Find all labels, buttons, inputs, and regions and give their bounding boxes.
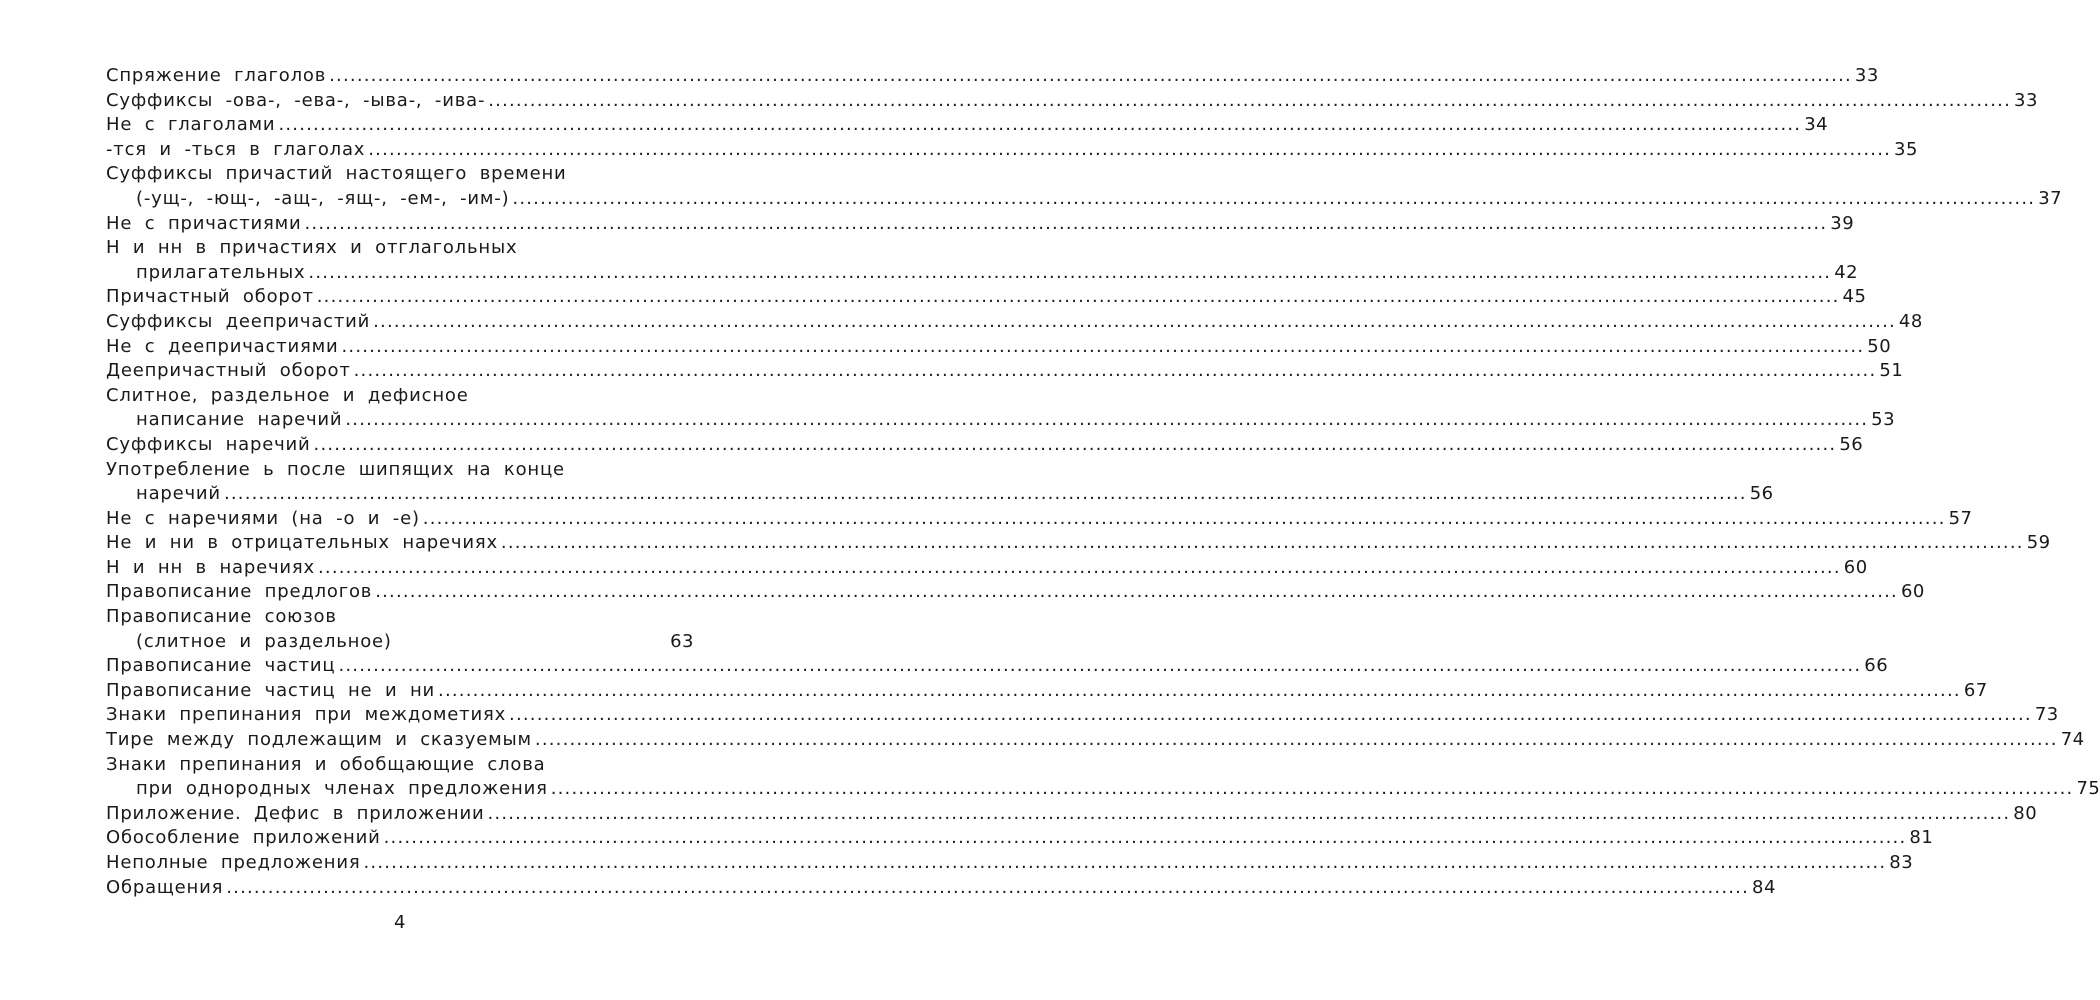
toc-entry-title: Не с наречиями (на -о и -е)	[106, 507, 420, 529]
toc-entry-title: написание наречий	[136, 409, 343, 431]
toc-entry-title: Правописание союзов	[106, 606, 337, 628]
toc-dot-leader: ............................................................................................................................................................................................................................	[226, 876, 1750, 898]
toc-entry-title: Приложение. Дефис в приложении	[106, 802, 485, 824]
toc-dot-leader: ............................................................................................................................................................................................................................	[223, 483, 1747, 505]
toc-dot-leader: ............................................................................................................................................................................................................................	[512, 187, 2036, 209]
toc-entry-title: прилагательных	[136, 261, 306, 283]
toc-entry-page: 42	[1834, 261, 1859, 283]
toc-entry-title: Суффиксы причастий настоящего времени	[106, 163, 567, 185]
toc-entry	[106, 556, 1868, 581]
toc-entry-page: 75	[2076, 778, 2100, 800]
toc-entry	[106, 212, 1855, 237]
toc-entry-page: 81	[1909, 827, 1934, 849]
toc-dot-leader: ............................................................................................................................................................................................................................	[438, 679, 1961, 701]
toc-dot-leader: ............................................................................................................................................................................................................................	[422, 507, 1946, 529]
toc-entry	[106, 458, 694, 483]
toc-dot-leader: ............................................................................................................................................................................................................................	[488, 89, 2012, 111]
toc-entry	[106, 605, 694, 630]
toc-entry-page: 59	[2026, 532, 2051, 554]
toc-entry-title: Правописание частиц не и ни	[106, 679, 436, 701]
toc-entry-title: Тире между подлежащим и сказуемым	[106, 729, 532, 751]
table-of-contents	[106, 64, 2100, 900]
toc-entry-page: 63	[670, 630, 694, 652]
toc-entry-title: Обращения	[106, 876, 224, 898]
toc-entry	[106, 851, 1914, 876]
toc-entry-page: 56	[1749, 483, 1774, 505]
toc-entry-page: 56	[1839, 433, 1864, 455]
toc-entry-title: Не и ни в отрицательных наречиях	[106, 532, 498, 554]
toc-entry	[106, 89, 2038, 114]
toc-entry-page: 74	[2060, 729, 2085, 751]
toc-entry-title: Знаки препинания при междометиях	[106, 704, 507, 726]
toc-entry-title: (слитное и раздельное)	[136, 630, 392, 652]
toc-entry-title: Причастный оборот	[106, 286, 314, 308]
toc-entry-page: 67	[1963, 679, 1988, 701]
toc-entry	[106, 138, 1918, 163]
toc-dot-leader: ............................................................................................................................................................................................................................	[317, 556, 1841, 578]
toc-entry-page: 73	[2034, 704, 2059, 726]
toc-entry-title: Слитное, раздельное и дефисное	[106, 384, 469, 406]
toc-entry-title: Суффиксы деепричастий	[106, 310, 371, 332]
toc-entry	[106, 876, 1776, 901]
toc-dot-leader: ............................................................................................................................................................................................................................	[308, 261, 1832, 283]
toc-entry-page: 51	[1879, 360, 1904, 382]
toc-entry-title: Суффиксы -ова-, -ева-, -ыва-, -ива-	[106, 89, 486, 111]
toc-entry-page: 53	[1871, 409, 1896, 431]
toc-entry-title: Деепричастный оборот	[106, 360, 351, 382]
toc-entry-page: 37	[2038, 187, 2063, 209]
toc-dot-leader: ............................................................................................................................................................................................................................	[550, 778, 2074, 800]
toc-entry-title: Не с причастиями	[106, 212, 302, 234]
toc-entry-page: 35	[1894, 138, 1918, 160]
toc-dot-leader: ............................................................................................................................................................................................................................	[509, 704, 2032, 726]
toc-entry-title: Н и нн в наречиях	[106, 556, 315, 578]
toc-entry	[106, 777, 2100, 802]
toc-entry	[106, 64, 1879, 89]
toc-entry-title: Н и нн в причастиях и отглагольных	[106, 237, 518, 259]
toc-entry-title: Правописание частиц	[106, 655, 336, 677]
toc-entry-title: Спряжение глаголов	[106, 65, 327, 86]
toc-entry-page: 60	[1843, 556, 1868, 578]
toc-entry-page: 80	[2013, 802, 2038, 824]
toc-entry	[106, 826, 1934, 851]
toc-entry-page: 50	[1867, 335, 1892, 357]
toc-entry-page: 60	[1900, 581, 1925, 603]
toc-entry	[106, 654, 1889, 679]
toc-dot-leader: ............................................................................................................................................................................................................................	[375, 581, 1898, 603]
toc-entry	[106, 113, 1829, 138]
toc-dot-leader: ............................................................................................................................................................................................................................	[341, 335, 1865, 357]
toc-entry-page: 48	[1898, 310, 1923, 332]
toc-entry	[106, 507, 1973, 532]
toc-entry-title: (-ущ-, -ющ-, -ащ-, -ящ-, -ем-, -им-)	[136, 187, 510, 209]
toc-entry-page: 45	[1842, 286, 1867, 308]
toc-entry	[106, 236, 694, 261]
toc-entry-title: Обособление приложений	[106, 827, 381, 849]
toc-entry	[106, 433, 1864, 458]
page-number: 4	[394, 912, 406, 933]
toc-dot-leader: ............................................................................................................................................................................................................................	[373, 310, 1896, 332]
toc-entry	[106, 630, 694, 655]
toc-entry-page: 66	[1864, 655, 1889, 677]
toc-entry-title: при однородных членах предложения	[136, 778, 548, 800]
toc-entry-page: 39	[1830, 212, 1855, 234]
toc-dot-leader: ............................................................................................................................................................................................................................	[500, 532, 2024, 554]
toc-entry-page: 33	[1854, 65, 1879, 86]
toc-entry-title: Знаки препинания и обобщающие слова	[106, 753, 546, 775]
toc-entry	[106, 310, 1923, 335]
toc-dot-leader: ............................................................................................................................................................................................................................	[329, 65, 1852, 86]
toc-entry-page: 84	[1752, 876, 1776, 898]
toc-entry	[106, 580, 1925, 605]
toc-entry	[106, 531, 2051, 556]
toc-entry	[106, 162, 694, 187]
toc-entry-title: Употребление ь после шипящих на конце	[106, 458, 565, 480]
toc-dot-leader: ............................................................................................................................................................................................................................	[316, 286, 1840, 308]
toc-entry	[106, 261, 1859, 286]
toc-dot-leader: ............................................................................................................................................................................................................................	[487, 802, 2011, 824]
toc-dot-leader: ............................................................................................................................................................................................................................	[353, 360, 1877, 382]
toc-dot-leader: ............................................................................................................................................................................................................................	[383, 827, 1907, 849]
toc-entry	[106, 679, 1988, 704]
toc-dot-leader: ............................................................................................................................................................................................................................	[278, 114, 1802, 136]
toc-entry	[106, 359, 1904, 384]
toc-entry	[106, 187, 2063, 212]
toc-entry	[106, 408, 1896, 433]
toc-entry-title: Суффиксы наречий	[106, 433, 311, 455]
toc-entry-title: Неполные предложения	[106, 852, 361, 873]
toc-entry	[106, 753, 694, 778]
toc-entry-title: наречий	[136, 483, 221, 505]
toc-dot-leader: ............................................................................................................................................................................................................................	[363, 852, 1887, 873]
toc-entry	[106, 703, 2059, 728]
toc-entry-page: 34	[1804, 114, 1829, 136]
toc-entry-title: Правописание предлогов	[106, 581, 373, 603]
toc-entry-title: Не с деепричастиями	[106, 335, 339, 357]
toc-dot-leader: ............................................................................................................................................................................................................................	[368, 138, 1892, 160]
toc-entry	[106, 285, 1867, 310]
toc-entry	[106, 335, 1892, 360]
toc-entry-page: 83	[1889, 852, 1914, 873]
toc-entry-page: 57	[1948, 507, 1973, 529]
toc-entry-page: 33	[2014, 89, 2038, 111]
toc-entry	[106, 802, 2038, 827]
toc-dot-leader: ............................................................................................................................................................................................................................	[304, 212, 1828, 234]
toc-entry	[106, 728, 2085, 753]
toc-dot-leader: ............................................................................................................................................................................................................................	[338, 655, 1862, 677]
toc-entry	[106, 384, 694, 409]
toc-dot-leader: ............................................................................................................................................................................................................................	[345, 409, 1869, 431]
toc-dot-leader: ............................................................................................................................................................................................................................	[534, 729, 2058, 751]
toc-entry	[106, 482, 1774, 507]
toc-entry-title: -тся и -ться в глаголах	[106, 138, 366, 160]
toc-entry-title: Не с глаголами	[106, 114, 276, 136]
toc-dot-leader: ............................................................................................................................................................................................................................	[313, 433, 1837, 455]
